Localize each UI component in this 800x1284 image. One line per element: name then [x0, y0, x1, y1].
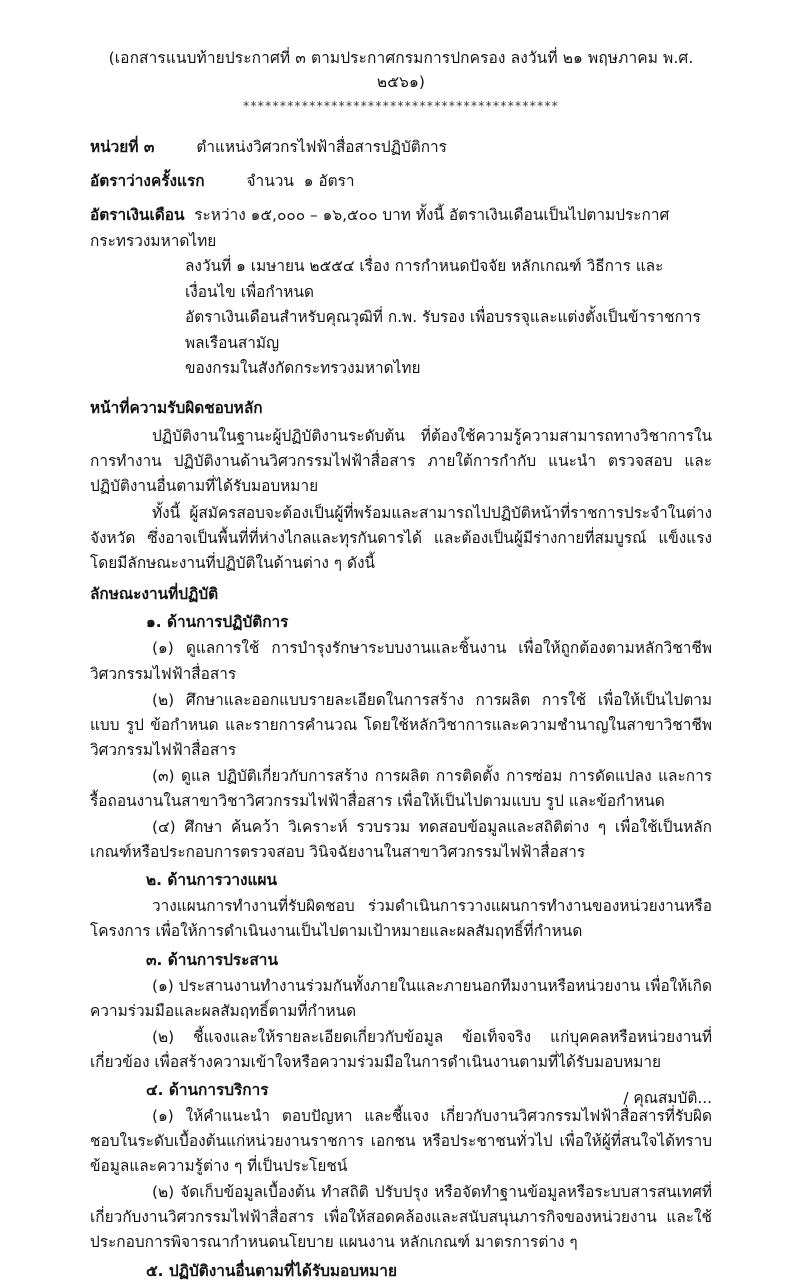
section-heading-1: ๑. ด้านการปฏิบัติการ [146, 613, 289, 632]
asterisk-divider: ******************************************* [242, 98, 560, 114]
salary-line-3: อัตราเงินเดือนสำหรับคุณวุฒิที่ ก.พ. รับรอง เพื่อบรรจุและแต่งตั้งเป็นข้าราชการพลเรือนสามัญ [185, 308, 701, 352]
section-4-item-2: (๒) จัดเก็บข้อมูลเบื้องต้น ทำสถิติ ปรับปรุง หรือจัดทำฐานข้อมูลหรือระบบสารสนเทศที่เกี่ยวกับงานวิศวกรรมไฟฟ้าสื่อสาร เพื่อให้สอดคล้องและสนับสนุนภารกิจของหน่วยงาน และใช้ประกอบการพิจารณากำหนดนโยบาย แผนงาน หลักเกณฑ์ มาตรการต่าง ๆ [90, 1183, 712, 1252]
section-heading-2: ๒. ด้านการวางแผน [146, 871, 277, 890]
section-3-item-1: (๑) ประสานงานทำงานร่วมกันทั้งภายในและภายนอกทีมงานหรือหน่วยงาน เพื่อให้เกิดความร่วมมือและผลสัมฤทธิ์ตามที่กำหนด [90, 976, 712, 1020]
salary-line-1: ระหว่าง ๑๕,๐๐๐ – ๑๖,๕๐๐ บาท ทั้งนี้ อัตราเงินเดือนเป็นไปตามประกาศกระทรวงมหาดไทย [90, 205, 670, 250]
main-duty-heading: หน้าที่ความรับผิดชอบหลัก [90, 398, 263, 417]
section-heading-5: ๕. ปฏิบัติงานอื่นตามที่ได้รับมอบหมาย [146, 1261, 397, 1280]
section-heading-3: ๓. ด้านการประสาน [146, 950, 278, 969]
section-heading-4: ๔. ด้านการบริการ [146, 1080, 269, 1099]
unit-row [90, 135, 712, 160]
attachment-note: (เอกสารแนบท้ายประกาศที่ ๓ ตามประกาศกรมการปกครอง ลงวันที่ ๒๑ พฤษภาคม พ.ศ. ๒๕๖๑) [108, 49, 694, 92]
vacancy-value-group [247, 169, 712, 194]
salary-line-2: ลงวันที่ ๑ เมษายน ๒๕๕๔ เรื่อง การกำหนดปัจจัย หลักเกณฑ์ วิธีการ และเงื่อนไข เพื่อกำหนด [185, 257, 664, 301]
section-1-item-3: (๓) ดูแล ปฏิบัติเกี่ยวกับการสร้าง การผลิต การติดตั้ง การซ่อม การดัดแปลง และการรื้อถอนงานในสาขาวิชาวิศวกรรมไฟฟ้าสื่อสาร เพื่อให้เป็นไปตามแบบ รูป และข้อกำหนด [90, 766, 712, 811]
vacancy-row [90, 169, 712, 194]
section-1-item-1: (๑) ดูแลการใช้ การบำรุงรักษาระบบงานและชิ้นงาน เพื่อให้ถูกต้องตามหลักวิชาชีพวิศวกรรมไฟฟ้าสื่อสาร [90, 639, 712, 683]
vacancy-count-value: ๑ [303, 171, 314, 190]
salary-first-line [90, 203, 712, 254]
main-duty-paragraph-1: ปฏิบัติงานในฐานะผู้ปฏิบัติงานระดับต้น ที่ต้องใช้ความรู้ความสามารถทางวิชาการในการทำงาน ปฏิบัติงานด้านวิศวกรรมไฟฟ้าสื่อสาร ภายใต้การกำกับ แนะนำ ตรวจสอบ และปฏิบัติงานอื่นตามที่ได้รับมอบหมาย [90, 426, 712, 496]
section-3-item-2: (๒) ชี้แจงและให้รายละเอียดเกี่ยวกับข้อมูล ข้อเท็จจริง แก่บุคคลหรือหน่วยงานที่เกี่ยวข้อง เพื่อสร้างความเข้าใจหรือความร่วมมือในการดำเนินงานตามที่ได้รับมอบหมาย [90, 1027, 712, 1071]
section-4-item-1: (๑) ให้คำแนะนำ ตอบปัญหา และชี้แจง เกี่ยวกับงานวิศวกรรมไฟฟ้าสื่อสารที่รับผิดชอบในระดับเบื้องต้นแก่หน่วยงานราชการ เอกชน หรือประชาชนทั่วไป เพื่อให้ผู้ที่สนใจได้ทราบข้อมูลและความรู้ต่าง ๆ ที่เป็นประโยชน์ [90, 1106, 712, 1176]
work-characteristics-heading: ลักษณะงานที่ปฏิบัติ [90, 585, 219, 604]
vacancy-label: อัตราว่างครั้งแรก [90, 171, 205, 190]
salary-label: อัตราเงินเดือน [90, 205, 185, 224]
main-duty-paragraph-2: ทั้งนี้ ผู้สมัครสอบจะต้องเป็นผู้ที่พร้อมและสามารถไปปฏิบัติหน้าที่ราชการประจำในต่างจังหวัด ซึ่งอาจเป็นพื้นที่ที่ห่างไกลและทุรกันดารได้ และต้องเป็นผู้มีร่างกายที่สมบูรณ์ แข็งแรง โดยมีลักษณะงานที่ปฏิบัติในด้านต่าง ๆ ดังนี้ [90, 504, 712, 573]
vacancy-count-label: จำนวน [246, 171, 294, 190]
position-title: ตำแหน่งวิศวกรไฟฟ้าสื่อสารปฏิบัติการ [196, 138, 447, 157]
vacancy-unit-word: อัตรา [318, 171, 355, 190]
section-1-item-2: (๒) ศึกษาและออกแบบรายละเอียดในการสร้าง การผลิต การใช้ เพื่อให้เป็นไปตามแบบ รูป ข้อกำหนด และรายการคำนวณ โดยใช้หลักวิชาการและความชำนาญในสาขาวิชาชีพวิศวกรรมไฟฟ้าสื่อสาร [90, 690, 712, 759]
salary-block [90, 203, 712, 382]
section-1-item-4: (๔) ศึกษา ค้นคว้า วิเคราะห์ รวบรวม ทดสอบข้อมูลและสถิติต่าง ๆ เพื่อใช้เป็นหลักเกณฑ์หรือประกอบการตรวจสอบ วินิจฉัยงานในสาขาวิศวกรรมไฟฟ้าสื่อสาร [90, 818, 712, 862]
salary-line-4: ของกรมในสังกัดกระทรวงมหาดไทย [185, 359, 421, 378]
page-continuation-marker: / คุณสมบัติ... [623, 1089, 712, 1108]
section-2-item-1: วางแผนการทำงานที่รับผิดชอบ ร่วมดำเนินการวางแผนการทำงานของหน่วยงานหรือโครงการ เพื่อให้การดำเนินงานเป็นไปตามเป้าหมายและผลสัมฤทธิ์ที่กำหนด [90, 897, 712, 941]
unit-label: หน่วยที่ ๓ [90, 138, 155, 157]
